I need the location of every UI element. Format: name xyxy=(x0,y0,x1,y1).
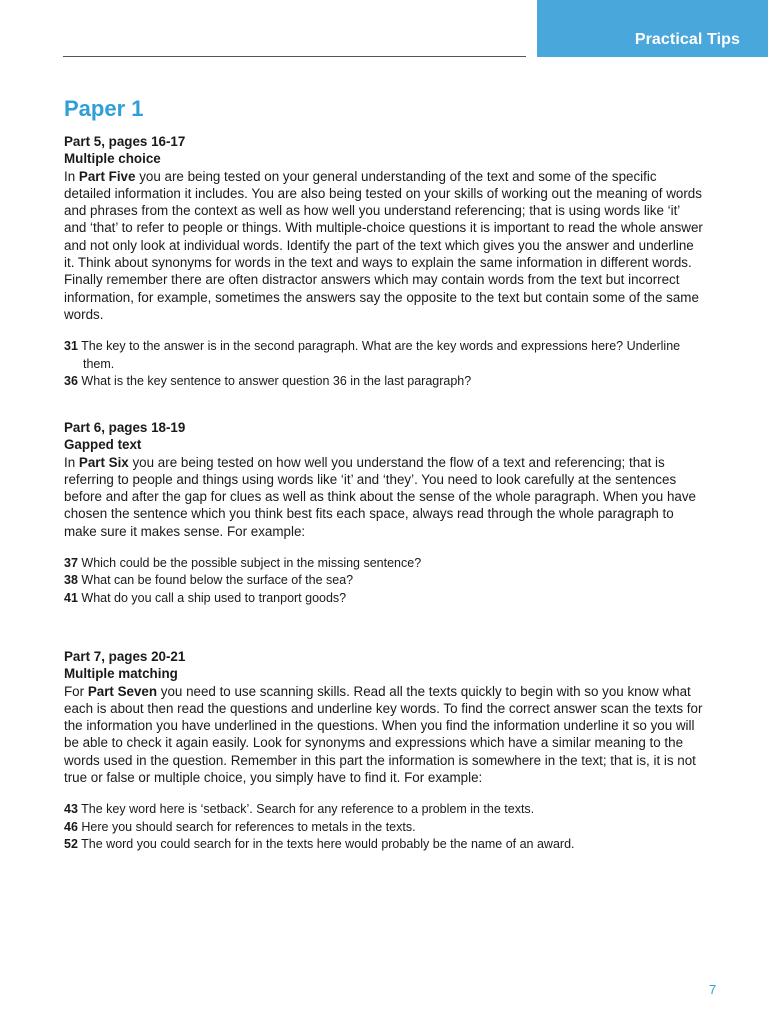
section-part-7 xyxy=(64,648,704,853)
section-subheading: Multiple choice xyxy=(64,151,161,167)
body-part-name: Part Five xyxy=(78,168,136,184)
header-rule xyxy=(63,56,526,57)
question-number: 41 xyxy=(64,590,78,605)
question-text: What can be found below the surface of the sea? xyxy=(81,573,354,588)
page-content xyxy=(64,96,704,853)
question-text: Here you should search for references to metals in the texts. xyxy=(81,819,416,834)
question-number: 36 xyxy=(64,373,78,388)
question-number: 52 xyxy=(64,836,78,851)
header-tab-label: Practical Tips xyxy=(634,31,740,48)
question-number: 43 xyxy=(64,802,78,817)
question-item xyxy=(64,836,704,853)
question-list xyxy=(64,801,704,853)
body-text-rest: you are being tested on how well you understand the flow of a text and referencing; that is referring to people and things using words like ‘it’ and ‘they’. You need to look carefully at the sentences before and after the gap for clues as well as think about the sense of the whole paragraph. When you have chosen the sentence which you think best fits each space, always read through the whole paragraph to make sure it makes sense. For example: xyxy=(64,454,696,539)
section-subheading: Gapped text xyxy=(64,437,142,453)
section-heading: Part 5, pages 16-17 xyxy=(64,134,186,149)
body-part-name: Part Seven xyxy=(87,683,158,699)
question-list xyxy=(64,555,704,607)
body-text-start: In xyxy=(64,168,79,184)
section-body xyxy=(64,168,704,324)
question-item xyxy=(64,572,704,589)
question-text: What do you call a ship used to tranport goods? xyxy=(81,590,347,605)
header-tab xyxy=(537,0,768,57)
body-text-start: For xyxy=(64,683,88,699)
body-text-rest: you are being tested on your general understanding of the text and some of the specific detailed information it includes. You are also being tested on your skills of working out the meaning of words and phrases from the context as well as how well you understand referencing; that is using words like ‘it’ and ‘that’ to refer to people or things. With multiple-choice questions it is important to read the whole answer and not only look at individual words. Identify the part of the text which gives you the answer and underline it. Think about synonyms for words in the text and ways to explain the same information in different words. Finally remember there are often distractor answers which may contain words from the text but incorrect information, for example, sometimes the answers say the opposite to the text but contain some of the same words. xyxy=(64,168,703,322)
body-text-start: In xyxy=(64,454,79,470)
question-text: The key word here is ‘setback’. Search for any reference to a problem in the texts. xyxy=(81,802,535,817)
question-number: 46 xyxy=(64,819,78,834)
body-text-rest: you need to use scanning skills. Read all the texts quickly to begin with so you know what each is about then read the questions and underline key words. To find the correct answer scan the texts for the information you have underlined in the questions. When you find the information underline it so you will be able to check it again easily. Look for synonyms and expressions which have a similar meaning to the words used in the question. Remember in this part the information is somewhere in the text; that is, it is not true or false or multiple choice, you simply have to find it. For example: xyxy=(64,683,703,786)
section-body xyxy=(64,454,704,540)
question-item xyxy=(64,801,704,818)
section-body xyxy=(64,683,704,787)
question-text: Which could be the possible subject in the missing sentence? xyxy=(81,556,422,571)
question-item xyxy=(64,590,704,607)
question-item xyxy=(64,338,704,373)
question-text: The word you could search for in the texts here would probably be the name of an award. xyxy=(81,836,575,851)
question-number: 38 xyxy=(64,573,78,588)
question-item xyxy=(64,819,704,836)
section-subheading: Multiple matching xyxy=(64,666,178,682)
question-text: The key to the answer is in the second paragraph. What are the key words and expressions here? Underline them. xyxy=(81,339,681,371)
page-number: 7 xyxy=(709,982,717,997)
question-item xyxy=(64,555,704,572)
section-heading: Part 7, pages 20-21 xyxy=(64,649,186,664)
section-heading: Part 6, pages 18-19 xyxy=(64,420,186,435)
paper-title: Paper 1 xyxy=(64,96,144,121)
body-part-name: Part Six xyxy=(78,454,129,470)
question-text: What is the key sentence to answer question 36 in the last paragraph? xyxy=(81,373,472,388)
section-part-6 xyxy=(64,419,704,606)
section-part-5 xyxy=(64,133,704,388)
question-number: 31 xyxy=(64,339,78,354)
question-number: 37 xyxy=(64,556,78,571)
